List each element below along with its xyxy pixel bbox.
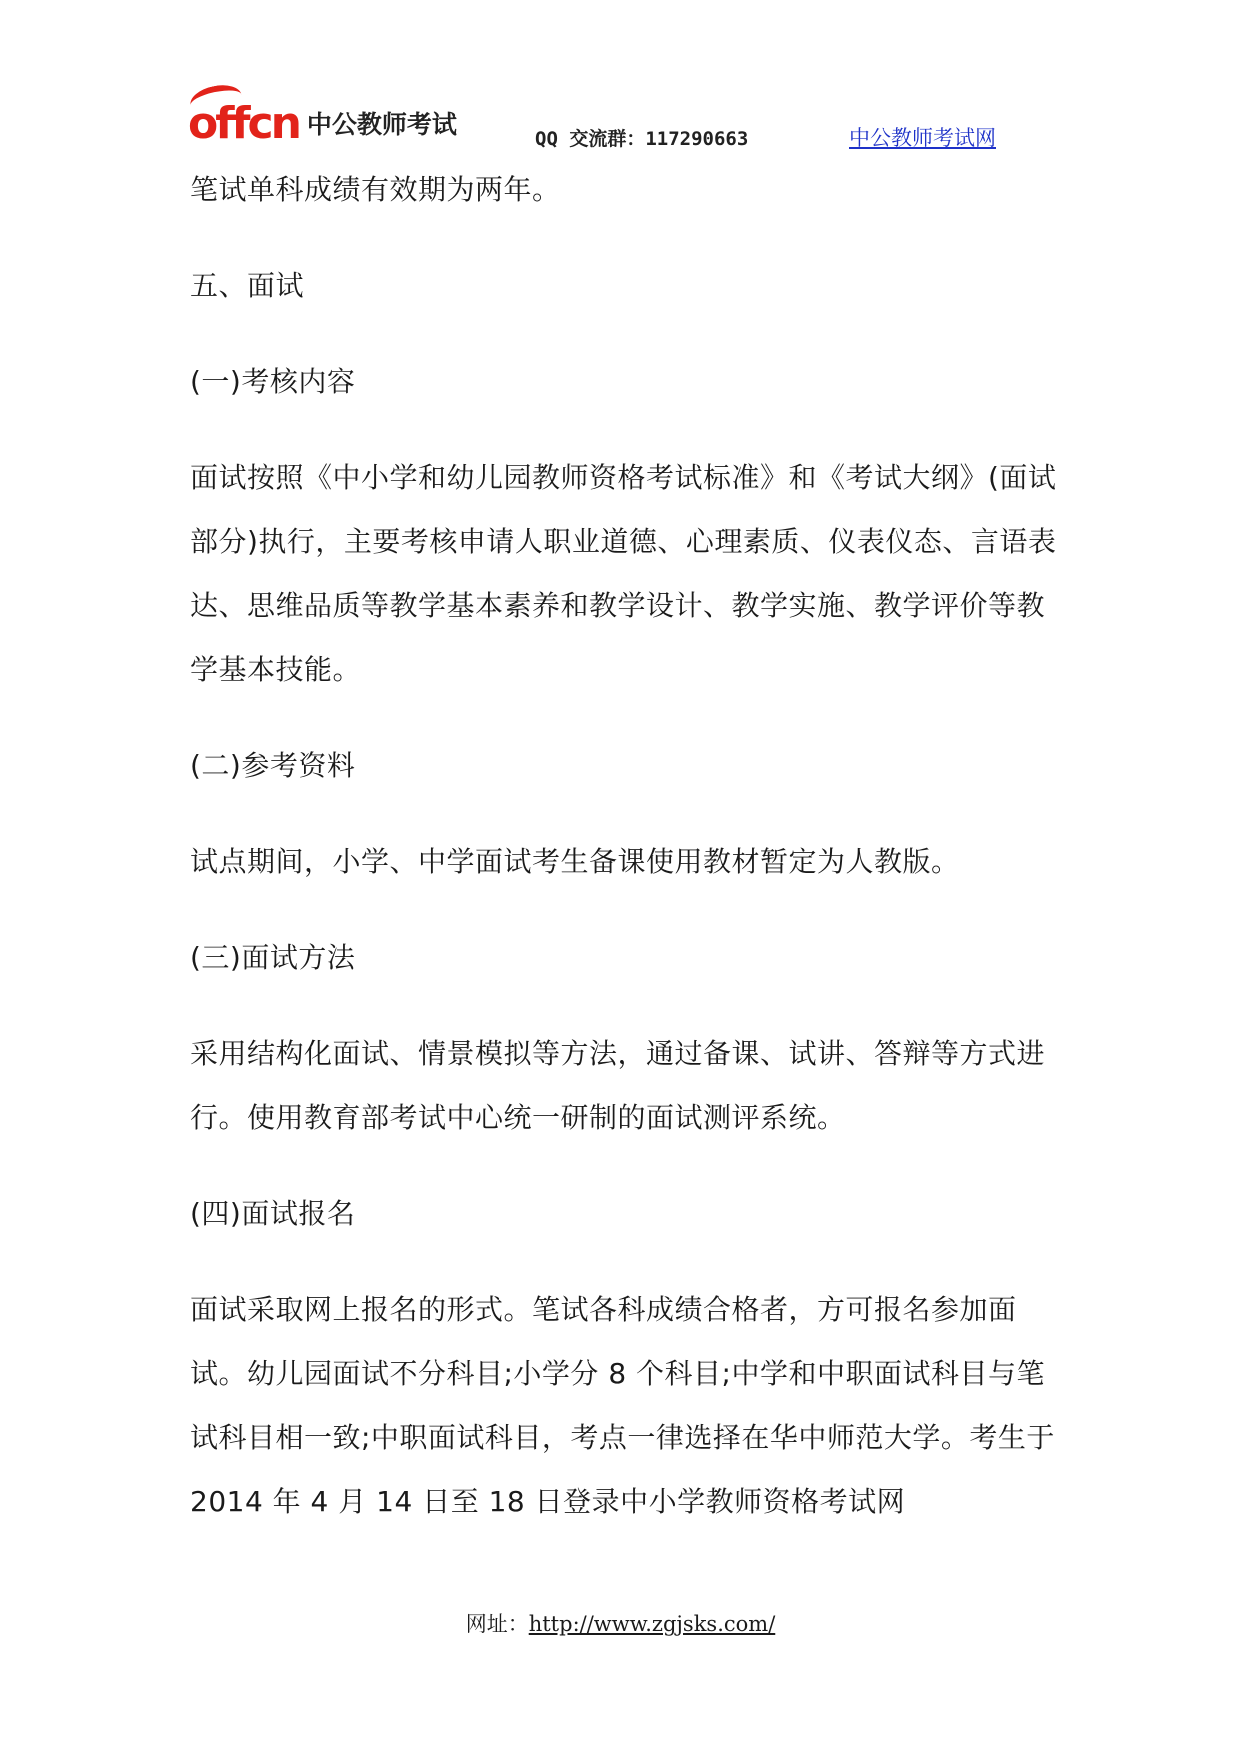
site-link[interactable]: 中公教师考试网 [849, 126, 996, 150]
paragraph-content: 面试按照《中小学和幼儿园教师资格考试标准》和《考试大纲》(面试部分)执行，主要考核申请人职业道德、心理素质、仪表仪态、言语表达、思维品质等教学基本素养和教学设计、教学实施、教学评价等教学基本技能。 [190, 461, 1057, 686]
paragraph-reference: 试点期间，小学、中学面试考生备课使用教材暂定为人教版。 [190, 845, 960, 878]
page-footer [0, 1608, 1241, 1638]
subheading-reference: (二)参考资料 [190, 749, 356, 782]
subheading-method: (三)面试方法 [190, 941, 356, 974]
paragraph-validity: 笔试单科成绩有效期为两年。 [190, 173, 561, 206]
footer-url-link[interactable]: http://www.zgjsks.com/ [528, 1612, 776, 1636]
paragraph-method: 采用结构化面试、情景模拟等方法，通过备课、试讲、答辩等方式进行。使用教育部考试中心统一研制的面试测评系统。 [190, 1037, 1046, 1134]
paragraph-registration: 面试采取网上报名的形式。笔试各科成绩合格者，方可报名参加面试。幼儿园面试不分科目;小学分 8 个科目;中学和中职面试科目与笔试科目相一致;中职面试科目，考点一律选择在华中师范大学。考生于 2014 年 4 月 14 日至 18 日登录中小学教师资格考试网 [190, 1293, 1055, 1518]
logo-wordmark: offcn [188, 102, 299, 146]
section-heading-interview: 五、面试 [190, 269, 305, 302]
page-header [0, 0, 1241, 150]
subheading-content: (一)考核内容 [190, 365, 356, 398]
logo-chinese-name: 中公教师考试 [306, 110, 457, 139]
footer-label: 网址： [465, 1612, 529, 1636]
document-body [190, 158, 1070, 1534]
subheading-registration: (四)面试报名 [190, 1197, 356, 1230]
qq-group-text: QQ 交流群：117290663 [535, 128, 749, 150]
offcn-logo[interactable] [188, 90, 457, 149]
